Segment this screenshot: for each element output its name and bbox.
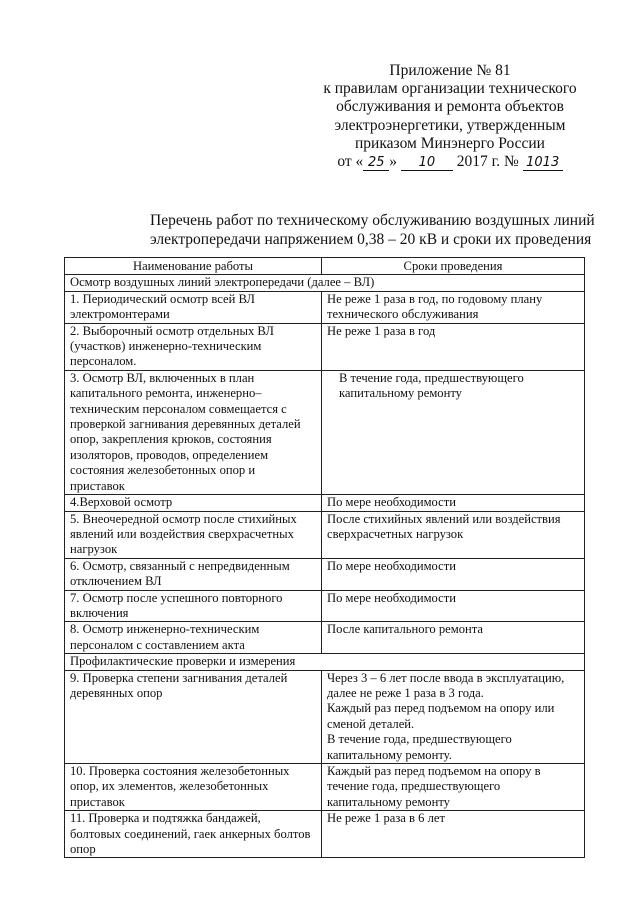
title-line: электропередачи напряжением 0,38 – 20 кВ и сроки их проведения bbox=[150, 230, 592, 248]
term-cell bbox=[322, 323, 585, 370]
work-cell bbox=[65, 495, 322, 511]
cell-text-line: 2. Выборочный осмотр отдельных ВЛ bbox=[70, 323, 274, 338]
cell-text-line: опор, закрепления крюков, состояния bbox=[70, 432, 272, 447]
term-cell bbox=[322, 670, 585, 763]
cell-text-line: сменой деталей. bbox=[327, 716, 415, 731]
cell-text-line: По мере необходимости bbox=[327, 590, 456, 605]
table-body bbox=[65, 275, 585, 858]
cell-text-line: электромонтерами bbox=[70, 307, 170, 322]
cell-text-line: 4.Верховой осмотр bbox=[70, 495, 173, 510]
cell-text-line: капитальному ремонту. bbox=[327, 747, 452, 762]
cell-text-line: состояния железобетонных опор и bbox=[70, 463, 256, 478]
cell-text-line: явлений или воздействия сверхрасчетных bbox=[70, 526, 294, 541]
handwritten-day: 25 bbox=[363, 156, 389, 171]
cell-text-line: сверхрасчетных нагрузок bbox=[327, 526, 464, 541]
cell-text-line: 7. Осмотр после успешного повторного bbox=[70, 590, 283, 605]
table-row bbox=[65, 670, 585, 763]
cell-text-line: 8. Осмотр инженерно-техническим bbox=[70, 622, 260, 637]
cell-text-line: В течение года, предшествующего bbox=[339, 370, 524, 385]
appendix-line: к правилам организации технического bbox=[323, 80, 577, 98]
table-row bbox=[65, 622, 585, 654]
cell-text-line: включения bbox=[70, 605, 129, 620]
appendix-line: электроэнергетики, утвержденным bbox=[334, 116, 566, 134]
cell-text-line: техническим персоналом совмещается с bbox=[70, 401, 287, 416]
cell-text-line: капитальному ремонту bbox=[339, 386, 462, 401]
work-cell bbox=[65, 590, 322, 622]
cell-text-line: По мере необходимости bbox=[327, 558, 456, 573]
column-header-terms: Сроки проведения bbox=[322, 258, 585, 275]
term-cell bbox=[322, 558, 585, 590]
handwritten-order-number: 1013 bbox=[523, 156, 563, 171]
cell-text-line: Через 3 – 6 лет после ввода в эксплуатацию, bbox=[327, 670, 565, 685]
table-row bbox=[65, 590, 585, 622]
cell-text-line: далее не реже 1 раза в 3 года. bbox=[327, 685, 484, 700]
work-cell bbox=[65, 622, 322, 654]
cell-text-line: изоляторов, проводов, определением bbox=[70, 447, 269, 462]
table-section-row bbox=[65, 275, 585, 291]
cell-text-line: Не реже 1 раза в год bbox=[327, 323, 436, 338]
appendix-header bbox=[300, 62, 600, 171]
order-date-line bbox=[300, 153, 600, 171]
document-title bbox=[150, 212, 595, 249]
cell-text-line: болтовых соединений, гаек анкерных болтов bbox=[70, 826, 311, 841]
date-year: 2017 г. № bbox=[456, 153, 519, 171]
term-cell bbox=[322, 764, 585, 811]
handwritten-month: 10 bbox=[401, 156, 453, 171]
cell-text-line: 5. Внеочередной осмотр после стихийных bbox=[70, 511, 297, 526]
table-row bbox=[65, 511, 585, 558]
works-table bbox=[64, 257, 585, 858]
cell-text-line: персоналом с составлением акта bbox=[70, 637, 245, 652]
cell-text-line: После капитального ремонта bbox=[327, 622, 484, 637]
cell-text-line: персоналом. bbox=[70, 354, 137, 369]
cell-text-line: 10. Проверка состояния железобетонных bbox=[70, 764, 290, 778]
cell-text-line: 1. Периодический осмотр всей ВЛ bbox=[70, 291, 255, 306]
cell-text-line: опор, их элементов, железобетонных bbox=[70, 779, 269, 794]
cell-text-line: (участков) инженерно-техническим bbox=[70, 339, 262, 354]
cell-text-line: Не реже 1 раза в 6 лет bbox=[327, 811, 445, 826]
term-cell bbox=[322, 622, 585, 654]
cell-text-line: приставок bbox=[70, 794, 125, 809]
column-header-work: Наименование работы bbox=[65, 258, 322, 275]
cell-text-line: проверкой загнивания деревянных деталей bbox=[70, 417, 301, 432]
cell-text-line: капитальному ремонту bbox=[327, 794, 450, 809]
work-cell bbox=[65, 370, 322, 494]
cell-text-line: После стихийных явлений или воздействия bbox=[327, 511, 561, 526]
cell-text-line: Каждый раз перед подъемом на опору или bbox=[327, 701, 555, 716]
appendix-line: обслуживания и ремонта объектов bbox=[336, 98, 564, 116]
appendix-number: Приложение № 81 bbox=[389, 62, 511, 79]
term-cell bbox=[322, 370, 585, 494]
cell-text-line: 11. Проверка и подтяжка бандажей, bbox=[70, 811, 261, 826]
work-cell bbox=[65, 764, 322, 811]
work-cell bbox=[65, 511, 322, 558]
work-cell bbox=[65, 670, 322, 763]
cell-text-line: технического обслуживания bbox=[327, 307, 479, 322]
work-cell bbox=[65, 291, 322, 323]
appendix-line: приказом Минэнерго России bbox=[355, 134, 545, 152]
table-section-row bbox=[65, 654, 585, 670]
cell-text-line: По мере необходимости bbox=[327, 495, 456, 510]
work-cell bbox=[65, 558, 322, 590]
table-row bbox=[65, 370, 585, 494]
cell-text-line: Каждый раз перед подъемом на опору в bbox=[327, 764, 541, 778]
cell-text-line: В течение года, предшествующего bbox=[327, 732, 512, 747]
work-cell bbox=[65, 323, 322, 370]
date-close: » bbox=[389, 153, 398, 171]
cell-text-line: капитального ремонта, инженерно– bbox=[70, 386, 262, 401]
cell-text-line: приставок bbox=[70, 478, 125, 493]
cell-text-line: опор bbox=[70, 842, 96, 857]
term-cell bbox=[322, 511, 585, 558]
term-cell bbox=[322, 811, 585, 858]
cell-text-line: 3. Осмотр ВЛ, включенных в план bbox=[70, 370, 255, 385]
cell-text-line: течение года, предшествующего bbox=[327, 779, 501, 794]
cell-text-line: Не реже 1 раза в год, по годовому плану bbox=[327, 291, 543, 306]
term-cell bbox=[322, 590, 585, 622]
section-title: Профилактические проверки и измерения bbox=[65, 654, 585, 670]
term-cell bbox=[322, 495, 585, 511]
table-row bbox=[65, 558, 585, 590]
work-cell bbox=[65, 811, 322, 858]
cell-text-line: 9. Проверка степени загнивания деталей bbox=[70, 670, 288, 685]
date-prefix: от « bbox=[337, 153, 364, 171]
cell-text-line: 6. Осмотр, связанный с непредвиденным bbox=[70, 558, 290, 573]
cell-text-line: нагрузок bbox=[70, 542, 118, 557]
term-cell bbox=[322, 291, 585, 323]
table-row bbox=[65, 323, 585, 370]
title-line: Перечень работ по техническому обслуживанию воздушных линий bbox=[150, 212, 595, 229]
cell-text-line: отключением ВЛ bbox=[70, 574, 162, 589]
table-row bbox=[65, 495, 585, 511]
section-title: Осмотр воздушных линий электропередачи (далее – ВЛ) bbox=[65, 275, 585, 291]
table-header-row bbox=[65, 258, 585, 275]
cell-text-line: деревянных опор bbox=[70, 685, 163, 700]
table-row bbox=[65, 811, 585, 858]
table-row bbox=[65, 291, 585, 323]
table-row bbox=[65, 764, 585, 811]
